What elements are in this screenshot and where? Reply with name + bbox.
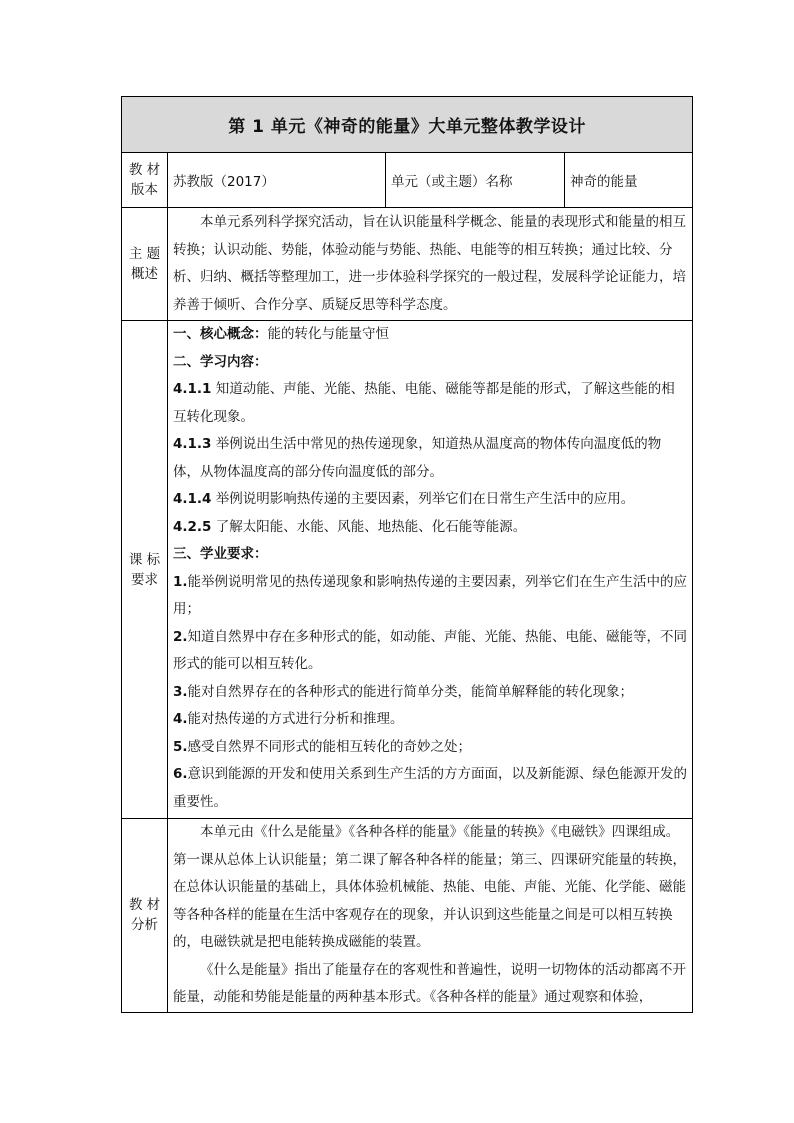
requirement-item-text: 感受自然界不同形式的能相互转化的奇妙之处；: [187, 738, 472, 755]
learning-content-item-number: 4.1.3: [173, 436, 212, 452]
requirement-item-number: 4.: [173, 711, 188, 727]
analysis-label: [122, 819, 168, 1013]
analysis-paragraph: 《什么是能量》指出了能量存在的客观性和普遍性，说明一切物体的活动都离不开能量，动能和势能是能量的两种基本形式。《各种各样的能量》通过观察和体验，: [173, 961, 686, 1005]
requirement-item: [173, 761, 687, 816]
learning-content-item-text: 举例说明影响热传递的主要因素，列举它们在日常生产生活中的应用。: [211, 491, 635, 507]
requirement-item-number: 5.: [173, 738, 188, 755]
section-heading: 三、学业要求：: [173, 546, 268, 562]
overview-text-cell: [168, 208, 693, 321]
section-heading: 二、学习内容：: [173, 353, 268, 370]
requirement-item: [173, 679, 687, 707]
standards-row: [122, 321, 693, 819]
core-concept-text: 能的转化与能量守恒: [267, 326, 389, 342]
overview-label: [122, 208, 168, 321]
learning-content-item-number: 4.1.4: [173, 491, 212, 507]
learning-content-item: [173, 376, 687, 431]
requirement-item-number: 1.: [173, 573, 188, 590]
requirement-item: [173, 569, 687, 624]
textbook-value: 苏教版（2017）: [168, 153, 386, 208]
learning-content-item-number: 4.2.5: [173, 518, 212, 535]
requirement-item-text: 能对自然界存在的各种形式的能进行简单分类，能简单解释能的转化现象；: [187, 683, 634, 700]
analysis-paragraph: 本单元由《什么是能量》《各种各样的能量》《能量的转换》《电磁铁》四课组成。第一课从总体上认识能量；第二课了解各种各样的能量；第三、四课研究能量的转换，在总体认识能量的基础上，具体体验机械能、热能、电能、声能、光能、化学能、磁能等各种各样的能量在生活中客观存在的现象，并认识到这些能量之间是可以相互转换的，电磁铁就是把电能转换成磁能的装置。: [173, 824, 686, 950]
analysis-cell: [168, 819, 693, 1013]
title-row: [122, 97, 693, 153]
requirement-item-text: 意识到能源的开发和使用关系到生产生活的方方面面，以及新能源、绿色能源开发的重要性。: [173, 766, 688, 810]
learning-content-item: [173, 514, 687, 542]
label-line: 课 标: [128, 551, 161, 568]
label-line: 版本: [131, 182, 158, 198]
learning-content-item-text: 举例说出生活中常见的热传递现象，知道热从温度高的物体传向温度低的物体，从物体温度高的部分传向温度低的部分。: [173, 436, 662, 480]
unit-name-label: 单元（或主题）名称: [386, 153, 565, 208]
textbook-row: [122, 153, 693, 208]
label-line: 分析: [131, 917, 158, 934]
core-concept: [173, 321, 687, 349]
requirement-item-text: 能对热传递的方式进行分析和推理。: [187, 711, 404, 727]
overview-row: [122, 208, 693, 321]
document-title: 第 1 单元《神奇的能量》大单元整体教学设计: [122, 97, 693, 153]
section-heading: 一、核心概念：: [173, 326, 268, 342]
learning-content-list: [173, 376, 687, 541]
learning-content-item-text: 知道动能、声能、光能、热能、电能、磁能等都是能的形式，了解这些能的相互转化现象。: [173, 381, 675, 425]
requirement-item-number: 2.: [173, 628, 188, 645]
learning-content-item-number: 4.1.1: [173, 381, 212, 397]
requirement-item: [173, 734, 687, 762]
requirement-item: [173, 706, 687, 734]
requirement-list: [173, 569, 687, 817]
label-line: 主 题: [128, 246, 161, 262]
standards-cell: [168, 321, 693, 819]
requirement-item-text: 能举例说明常见的热传递现象和影响热传递的主要因素，列举它们在生产生活中的应用；: [173, 573, 688, 617]
requirement-item-text: 知道自然界中存在多种形式的能，如动能、声能、光能、热能、电能、磁能等，不同形式的能可以相互转化。: [173, 628, 688, 672]
lesson-plan-table: [121, 96, 693, 1013]
requirement-item-number: 6.: [173, 766, 188, 782]
analysis-row: [122, 819, 693, 1013]
overview-text: 本单元系列科学探究活动，旨在认识能量科学概念、能量的表现形式和能量的相互转换；认识动能、势能，体验动能与势能、热能、电能等的相互转换；通过比较、分析、归纳、概括等整理加工，进一步体验科学探究的一般过程，发展科学论证能力，培养善于倾听、合作分享、质疑反思等科学态度。: [173, 214, 686, 313]
textbook-label: [122, 153, 168, 208]
label-line: 教 材: [128, 897, 161, 914]
requirement-item: [173, 624, 687, 679]
label-line: 教 材: [128, 162, 161, 178]
unit-name-value: 神奇的能量: [565, 153, 693, 208]
standards-label: [122, 321, 168, 819]
label-line: 要求: [131, 571, 158, 588]
requirement-item-number: 3.: [173, 683, 188, 700]
label-line: 概述: [131, 266, 158, 282]
learning-content-item: [173, 431, 687, 486]
learning-content-item: [173, 486, 687, 514]
learning-content-item-text: 了解太阳能、水能、风能、地热能、化石能等能源。: [211, 518, 527, 535]
